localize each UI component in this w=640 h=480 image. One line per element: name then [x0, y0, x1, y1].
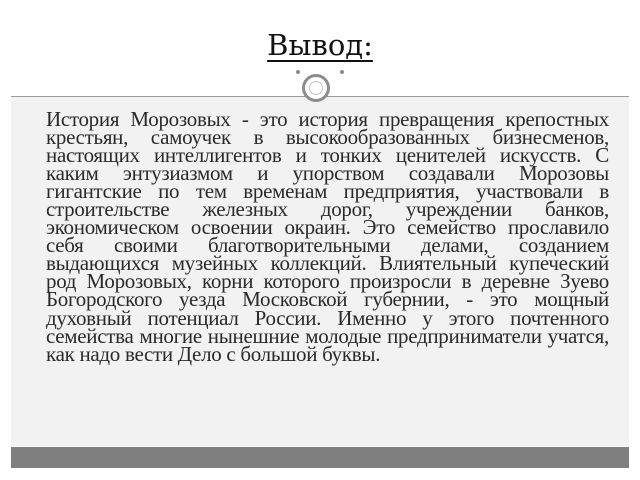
circle-ornament-icon	[302, 74, 330, 102]
circle-ornament-inner	[309, 81, 323, 95]
slide-title	[0, 28, 640, 62]
dot-ornament	[296, 70, 300, 74]
dot-ornament	[340, 70, 344, 74]
slide-title-text: Вывод:	[267, 28, 373, 62]
footer-bar	[11, 447, 629, 468]
slide-body-text: История Морозовых - это история превращения крепостных крестьян, самоучек в высокообразованных бизнесменов, настоящих интеллигентов и тонких ценителей искусств. С каким энтузиазмом и упорством создавали Морозовы гигантские по тем временам предприятия, участвовали в строительстве железных дорог, учреждении банков, экономическом освоении окраин. Это семейство прославило себя своими благотворительными делами, созданием выдающихся музейных коллекций. Влиятельный купеческий род Морозовых, корни которого произросли в деревне Зуево Богородского уезда Московской губернии, - это мощный духовный потенциал России. Именно у этого почтенного семейства многие нынешние молодые предприниматели учатся, как надо вести Дело с большой буквы.	[46, 107, 609, 366]
